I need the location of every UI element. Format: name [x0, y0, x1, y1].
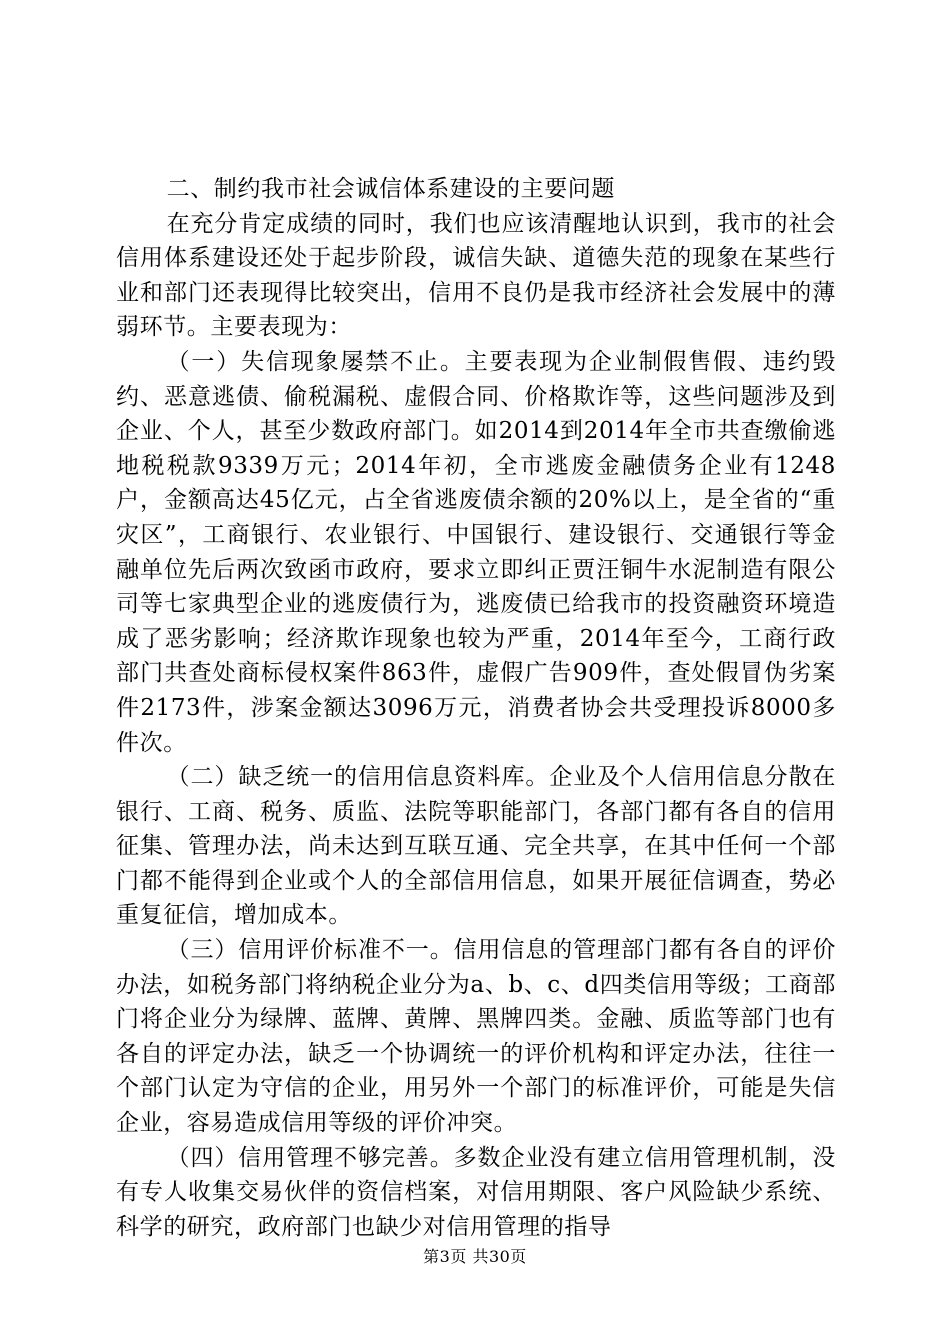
document-body — [116, 172, 836, 1244]
page-footer: 第3页 共30页 — [423, 1247, 527, 1266]
section-heading: 二、制约我市社会诚信体系建设的主要问题 — [166, 176, 615, 202]
paragraph-item-3: （三）信用评价标准不一。信用信息的管理部门都有各自的评价办法，如税务部门将纳税企业分为a、b、c、d四类信用等级；工商部门将企业分为绿牌、蓝牌、黄牌、黑牌四类。金融、质监等部门也有各自的评定办法，缺乏一个协调统一的评价机构和评定办法，往往一个部门认定为守信的企业，用另外一个部门的标准评价，可能是失信企业，容易造成信用等级的评价冲突。 — [116, 937, 836, 1137]
paragraph-item-4: （四）信用管理不够完善。多数企业没有建立信用管理机制，没有专人收集交易伙伴的资信档案，对信用期限、客户风险缺少系统、科学的研究，政府部门也缺少对信用管理的指导 — [116, 1144, 836, 1240]
paragraph-item-2: （二）缺乏统一的信用信息资料库。企业及个人信用信息分散在银行、工商、税务、质监、法院等职能部门，各部门都有各自的信用征集、管理办法，尚未达到互联互通、完全共享，在其中任何一个部门都不能得到企业或个人的全部信用信息，如果开展征信调查，势必重复征信，增加成本。 — [116, 764, 836, 929]
paragraph-item-1: （一）失信现象屡禁不止。主要表现为企业制假售假、违约毁约、恶意逃债、偷税漏税、虚假合同、价格欺诈等，这些问题涉及到企业、个人，甚至少数政府部门。如2014到2014年全市共查缴偷逃地税税款9339万元；2014年初，全市逃废金融债务企业有1248户，金额高达45亿元，占全省逃废债余额的20%以上，是全省的“重灾区”，工商银行、农业银行、中国银行、建设银行、交通银行等金融单位先后两次致函市政府，要求立即纠正贾汪铜牛水泥制造有限公司等七家典型企业的逃废债行为，逃废债已给我市的投资融资环境造成了恶劣影响；经济欺诈现象也较为严重，2014年至今，工商行政部门共查处商标侵权案件863件，虚假广告909件，查处假冒伪劣案件2173件，涉案金额达3096万元，消费者协会共受理投诉8000多件次。 — [116, 348, 836, 756]
paragraph-intro: 在充分肯定成绩的同时，我们也应该清醒地认识到，我市的社会信用体系建设还处于起步阶段，诚信失缺、道德失范的现象在某些行业和部门还表现得比较突出，信用不良仍是我市经济社会发展中的薄弱环节。主要表现为： — [116, 210, 836, 341]
